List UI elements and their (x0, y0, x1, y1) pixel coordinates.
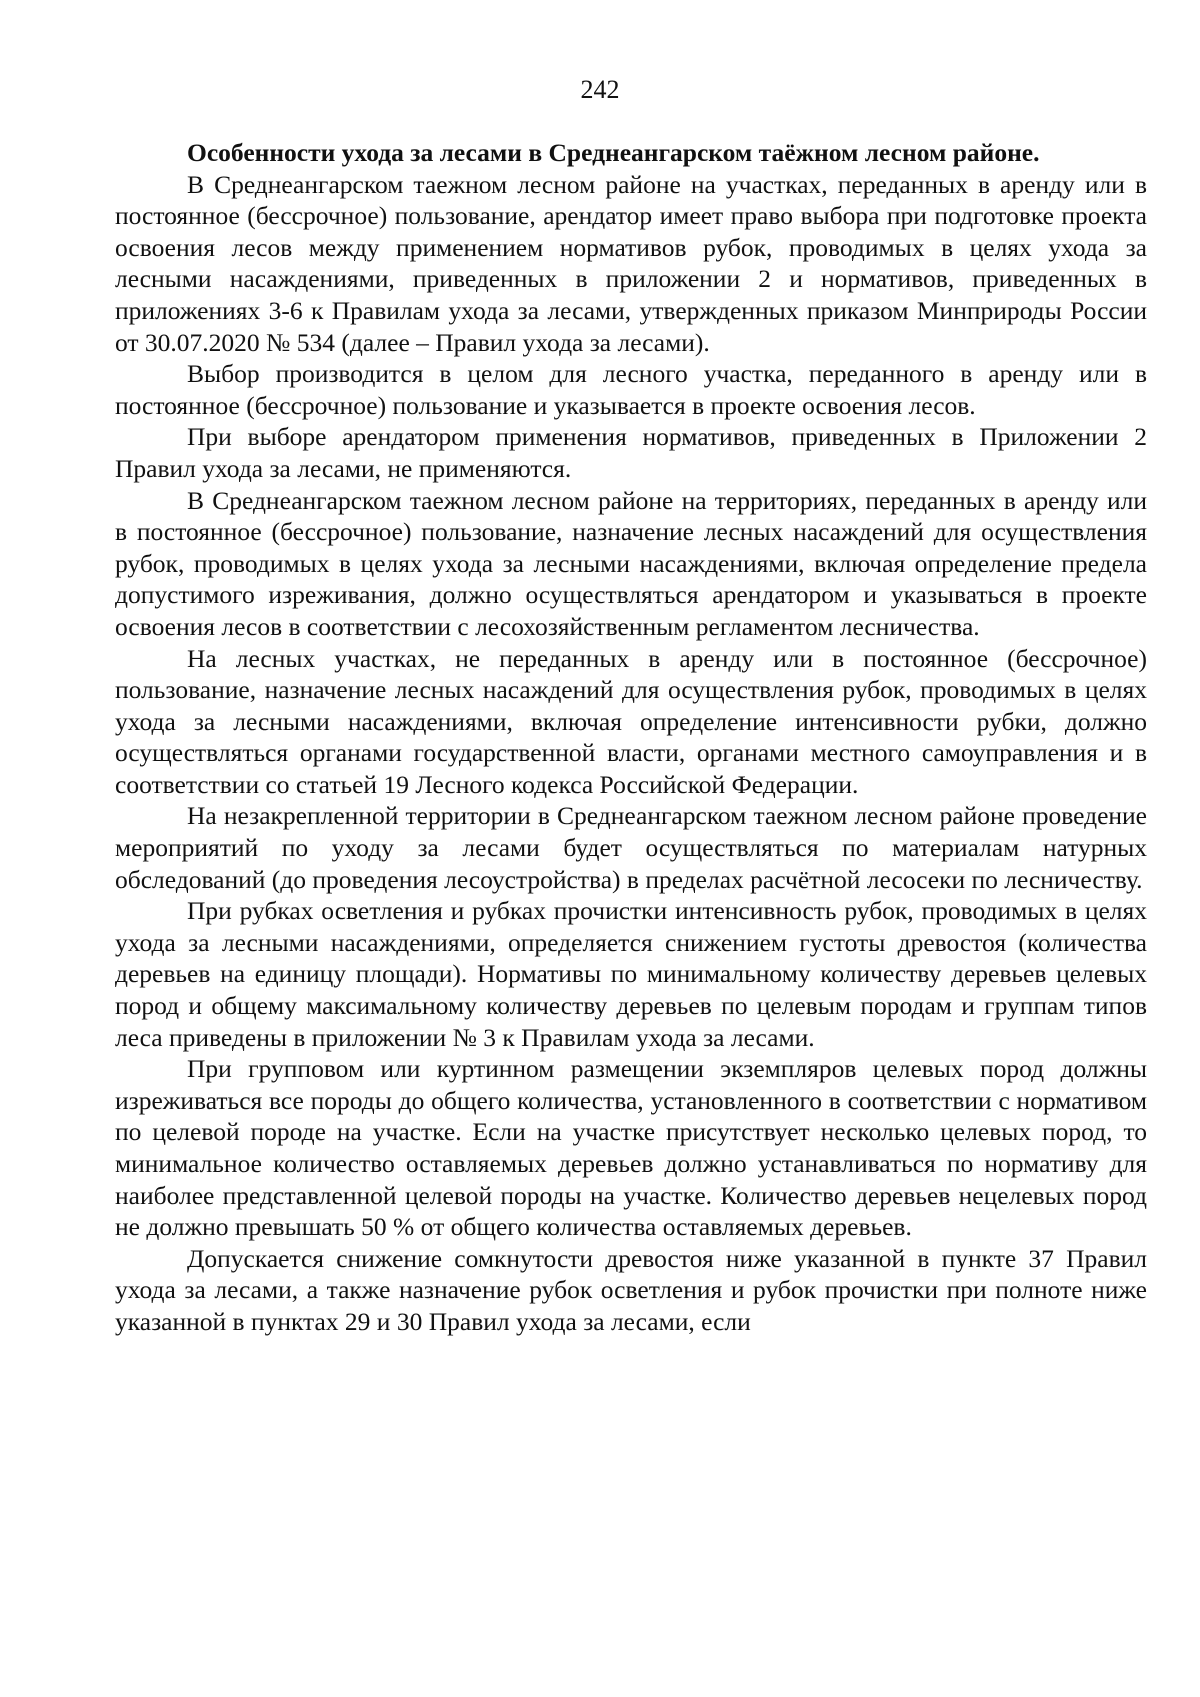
paragraph-9: Допускается снижение сомкнутости древостоя ниже указанной в пункте 37 Правил ухода за лесами, а также назначение рубок осветления и рубок прочистки при полноте ниже указанной в пунктах 29 и 30 Правил ухода за лесами, если (115, 1243, 1147, 1336)
paragraph-6: На незакрепленной территории в Среднеангарском таежном лесном районе проведение мероприятий по уходу за лесами будет осуществляться по материалам натурных обследований (до проведения лесоустройства) в пределах расчётной лесосеки по лесничеству. (115, 801, 1147, 894)
document-body (115, 137, 1147, 1338)
page-number: 242 (580, 75, 620, 104)
paragraph-2: Выбор производится в целом для лесного участка, переданного в аренду или в постоянное (бессрочное) пользование и указывается в проекте освоения лесов. (115, 359, 1147, 420)
paragraph-3: При выборе арендатором применения нормативов, приведенных в Приложении 2 Правил ухода за лесами, не применяются. (115, 422, 1147, 483)
paragraph-4: В Среднеангарском таежном лесном районе на территориях, переданных в аренду или в постоянное (бессрочное) пользование, назначение лесных насаждений для осуществления рубок, проводимых в целях ухода за лесными насаждениями, включая определение предела допустимого изреживания, должно осуществляться арендатором и указываться в проекте освоения лесов в соответствии с лесохозяйственным регламентом лесничества. (115, 485, 1147, 641)
paragraph-7: При рубках осветления и рубках прочистки интенсивность рубок, проводимых в целях ухода за лесными насаждениями, определяется снижением густоты древостоя (количества деревьев на единицу площади). Нормативы по минимальному количеству деревьев целевых пород и общему максимальному количеству деревьев по целевым породам и группам типов леса приведены в приложении № 3 к Правилам ухода за лесами. (115, 896, 1147, 1052)
paragraph-1: В Среднеангарском таежном лесном районе на участках, переданных в аренду или в постоянное (бессрочное) пользование, арендатор имеет право выбора при подготовке проекта освоения лесов между применением нормативов рубок, проводимых в целях ухода за лесными насаждениями, приведенных в приложении 2 и нормативов, приведенных в приложениях 3-6 к Правилам ухода за лесами, утвержденных приказом Минприроды России от 30.07.2020 № 534 (далее – Правил ухода за лесами). (115, 169, 1147, 357)
paragraph-8: При групповом или куртинном размещении экземпляров целевых пород должны изреживаться все породы до общего количества, установленного в соответствии с нормативом по целевой породе на участке. Если на участке присутствует несколько целевых пород, то минимальное количество оставляемых деревьев должно устанавливаться по нормативу для наиболее представленной целевой породы на участке. Количество деревьев нецелевых пород не должно превышать 50 % от общего количества оставляемых деревьев. (115, 1054, 1147, 1242)
paragraph-5: На лесных участках, не переданных в аренду или в постоянное (бессрочное) пользование, назначение лесных насаждений для осуществления рубок, проводимых в целях ухода за лесными насаждениями, включая определение интенсивности рубки, должно осуществляться органами государственной власти, органами местного самоуправления и в соответствии со статьей 19 Лесного кодекса Российской Федерации. (115, 643, 1147, 799)
section-heading: Особенности ухода за лесами в Среднеангарском таёжном лесном районе. (187, 138, 1040, 167)
